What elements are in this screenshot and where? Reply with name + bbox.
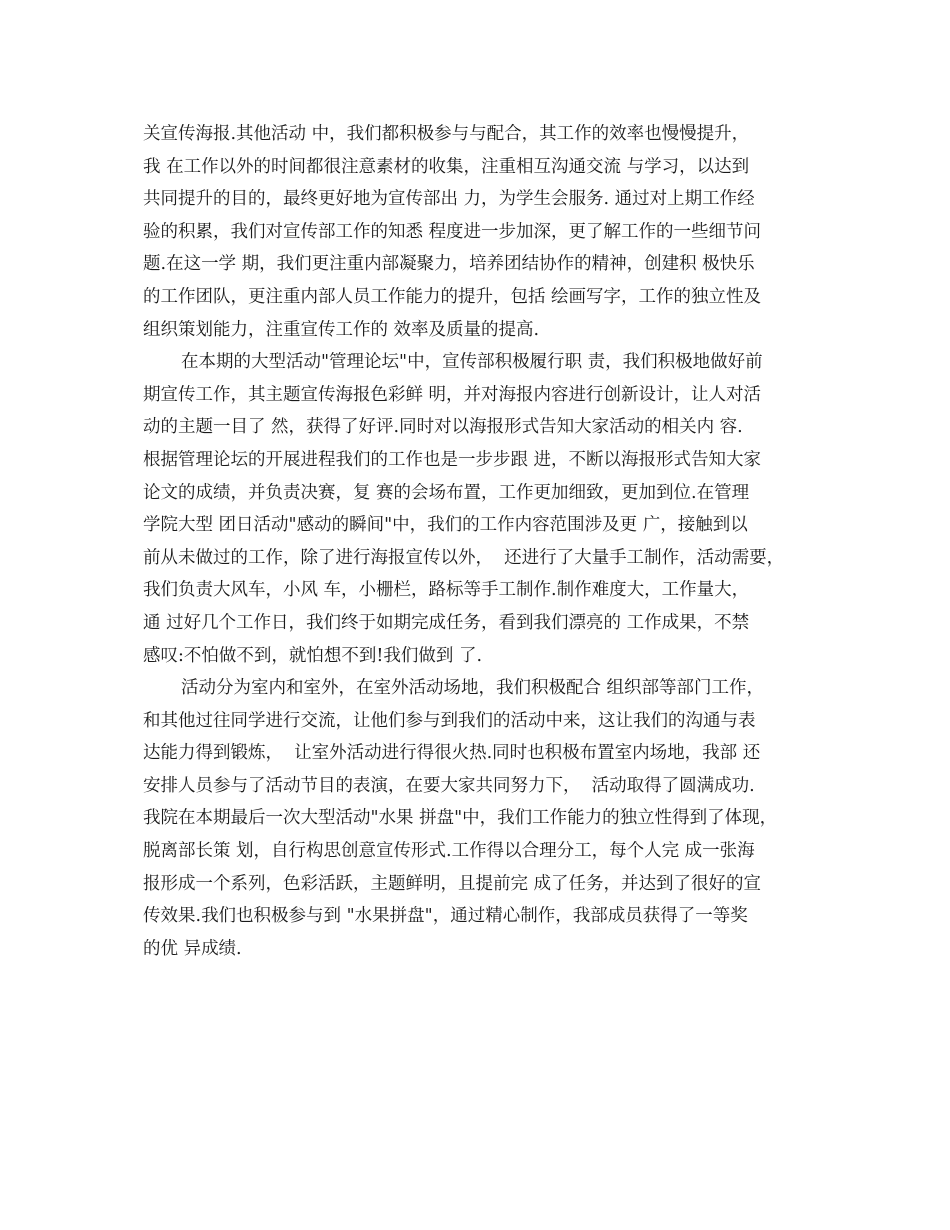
text-line: 组织策划能力，注重宣传工作的 效率及质量的提高. (143, 319, 540, 340)
text-line: 题.在这一学 期，我们更注重内部凝聚力，培养团结协作的精神，创建积 极快乐 (143, 254, 755, 275)
text-line: 通 过好几个工作日，我们终于如期完成任务，看到我们漂亮的 工作成果，不禁 (143, 612, 750, 633)
text-line: 共同提升的目的，最终更好地为宣传部出 力，为学生会服务. 通过对上期工作经 (143, 189, 755, 210)
text-line: 达能力得到锻炼， 让室外活动进行得很火热.同时也积极布置室内场地，我部 还 (143, 743, 761, 764)
text-line: 和其他过往同学进行交流，让他们参与到我们的活动中来，这让我们的沟通与表 (143, 710, 756, 731)
text-line: 论文的成绩，并负责决赛，复 赛的会场布置，工作更加细致，更加到位.在管理 (143, 482, 750, 503)
text-line: 前从未做过的工作，除了进行海报宣传以外， 还进行了大量手工制作，活动需要， (143, 547, 785, 568)
text-line: 动的主题一目了 然，获得了好评.同时对以海报形式告知大家活动的相关内 容. (143, 417, 743, 438)
text-line: 我院在本期最后一次大型活动"水果 拼盘"中，我们工作能力的独立性得到了体现， (143, 808, 778, 829)
paragraph-start-line: 活动分为室内和室外，在室外活动场地，我们积极配合 组织部等部门工作， (181, 678, 765, 699)
text-line: 我 在工作以外的时间都很注意素材的收集，注重相互沟通交流 与学习，以达到 (143, 156, 750, 177)
text-line: 学院大型 团日活动"感动的瞬间"中，我们的工作内容范围涉及更 广，接触到以 (143, 515, 748, 536)
text-line: 脱离部长策 划，自行构思创意宣传形式.工作得以合理分工，每个人完 成一张海 (143, 841, 755, 862)
text-line: 验的积累，我们对宣传部工作的知悉 程度进一步加深，更了解工作的一些细节问 (143, 221, 762, 242)
text-line: 感叹:不怕做不到，就怕想不到!我们做到 了. (143, 645, 483, 666)
text-line: 根据管理论坛的开展进程我们的工作也是一步步跟 进，不断以海报形式告知大家 (143, 449, 762, 470)
text-line: 期宣传工作，其主题宣传海报色彩鲜 明，并对海报内容进行创新设计，让人对活 (143, 384, 762, 405)
paragraph-start-line: 在本期的大型活动"管理论坛"中，宣传部积极履行职 责，我们积极地做好前 (181, 352, 763, 373)
text-line: 安排人员参与了活动节目的表演，在要大家共同努力下， 活动取得了圆满成功. (143, 775, 755, 796)
text-line: 我们负责大风车，小风 车，小栅栏，路标等手工制作.制作难度大，工作量大， (143, 580, 750, 601)
text-line: 的优 异成绩. (143, 938, 242, 959)
text-line: 的工作团队，更注重内部人员工作能力的提升，包括 绘画写字，工作的独立性及 (143, 286, 762, 307)
text-line: 报形成一个系列，色彩活跃，主题鲜明，且提前完 成了任务，并达到了很好的宣 (143, 873, 762, 894)
text-line: 传效果.我们也积极参与到 "水果拼盘"，通过精心制作，我部成员获得了一等奖 (143, 906, 748, 927)
document-body (143, 118, 823, 965)
text-line: 关宣传海报.其他活动 中，我们都积极参与与配合，其工作的效率也慢慢提升， (143, 124, 750, 144)
